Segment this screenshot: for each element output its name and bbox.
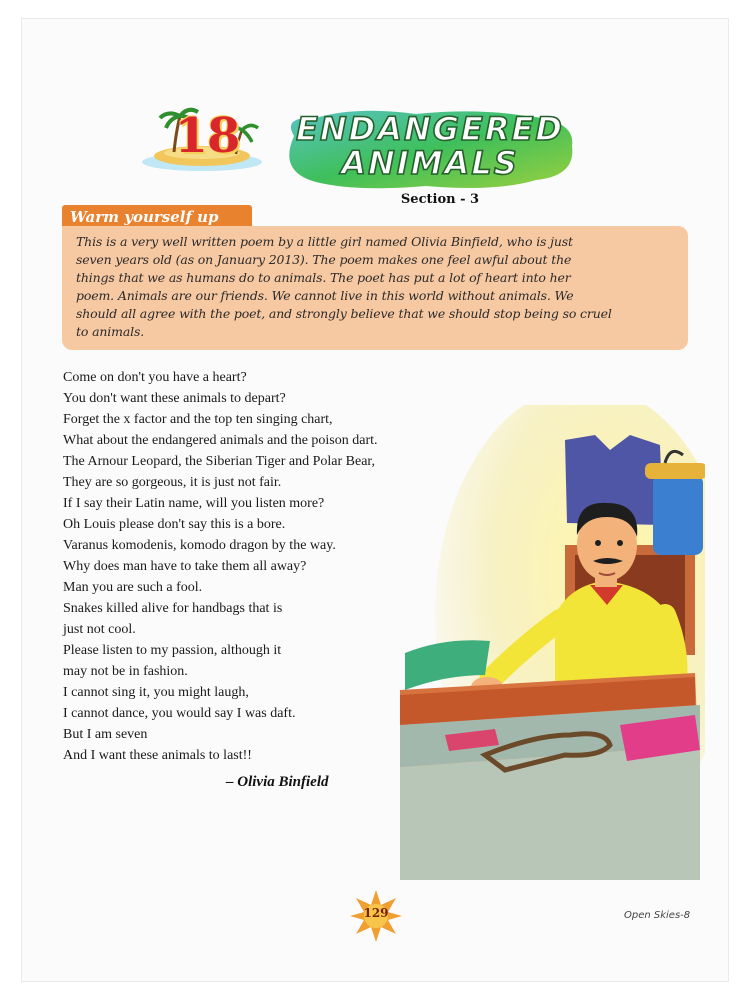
poem-line: Forget the x factor and the top ten singing chart,: [63, 412, 333, 427]
poem-line: Man you are such a fool.: [63, 580, 203, 595]
book-title: Open Skies-8: [624, 910, 691, 921]
warm-up-line: things that we as humans do to animals. The poet has put a lot of heart into her: [76, 270, 571, 285]
poem-line: If I say their Latin name, will you listen more?: [63, 496, 325, 511]
poem-line: You don't want these animals to depart?: [63, 391, 286, 406]
poem-line: I cannot dance, you would say I was daft.: [63, 706, 296, 721]
poem-line: They are so gorgeous, it is just not fair.: [63, 475, 282, 490]
shopkeeper-illustration: [395, 405, 705, 880]
chapter-number: 18: [174, 108, 240, 164]
poem-line: Come on don't you have a heart?: [63, 370, 247, 385]
chapter-title-line-2: ANIMALS: [341, 144, 519, 182]
chapter-title-line-1: ENDANGERED: [296, 110, 564, 148]
warm-up-line: to animals.: [76, 324, 145, 339]
warm-up-line: seven years old (as on January 2013). The poem makes one feel awful about the: [76, 252, 572, 267]
warm-up-line: poem. Animals are our friends. We cannot live in this world without animals. We: [76, 288, 574, 303]
poem-line: The Arnour Leopard, the Siberian Tiger and Polar Bear,: [63, 454, 376, 469]
poem-line: Why does man have to take them all away?: [63, 559, 307, 574]
poem-line: Please listen to my passion, although it: [63, 643, 282, 658]
poem-line: And I want these animals to last!!: [63, 748, 252, 763]
poem-line: Varanus komodenis, komodo dragon by the way.: [63, 538, 336, 553]
poem-line: What about the endangered animals and the poison dart.: [63, 433, 378, 448]
section-label: Section - 3: [400, 192, 480, 207]
poem-line: may not be in fashion.: [63, 664, 188, 679]
poem-line: just not cool.: [63, 622, 136, 637]
poem-line: Snakes killed alive for handbags that is: [63, 601, 283, 616]
poem-line: But I am seven: [63, 727, 148, 742]
poem-line: I cannot sing it, you might laugh,: [63, 685, 249, 700]
page-number: 129: [363, 906, 389, 920]
warm-up-line: should all agree with the poet, and strongly believe that we should stop being so cruel: [76, 306, 612, 321]
poem-author: – Olivia Binfield: [226, 774, 329, 790]
warm-up-line: This is a very well written poem by a little girl named Olivia Binfield, who is just: [76, 234, 573, 249]
warm-up-heading: Warm yourself up: [70, 208, 219, 226]
poem-line: Oh Louis please don't say this is a bore.: [63, 517, 286, 532]
